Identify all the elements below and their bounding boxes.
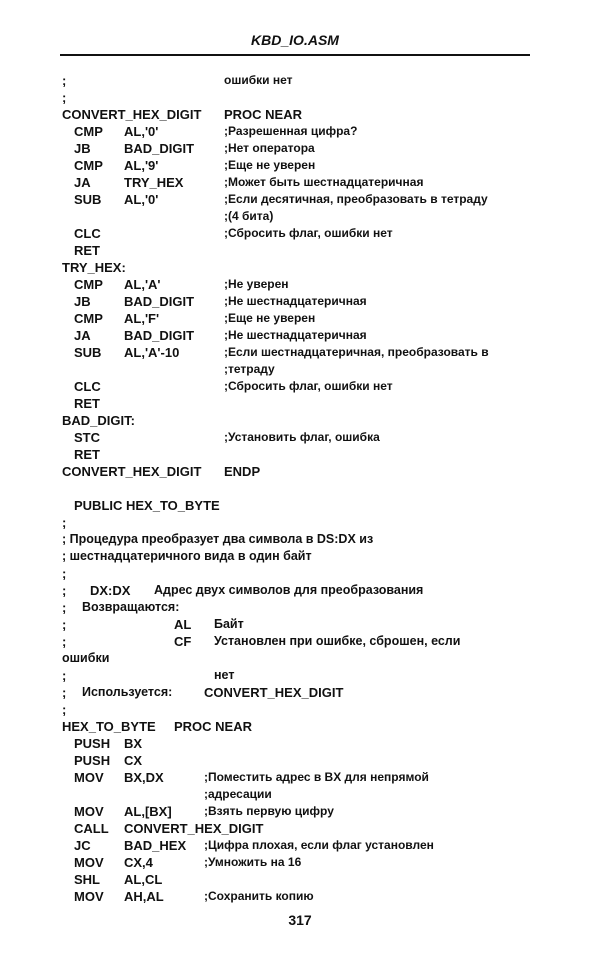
code-line (62, 174, 542, 191)
code-line (62, 378, 542, 395)
code-mnemonic: CMP (74, 124, 103, 139)
code-line (62, 463, 542, 480)
code-line (62, 446, 542, 463)
code-operand: AL,'9' (124, 158, 159, 173)
code-line (62, 497, 542, 514)
code-line (62, 327, 542, 344)
code-comment: ;тетраду (224, 362, 275, 376)
code-comment: ошибки нет (224, 73, 293, 87)
code-comment: ;Не шестнадцатеричная (224, 328, 367, 342)
code-line (62, 871, 542, 888)
code-line (62, 89, 542, 106)
page-number: 317 (288, 912, 312, 928)
code-comment: ;Еще не уверен (224, 158, 316, 172)
comment-marker: ; (62, 668, 67, 683)
code-mnemonic: STC (74, 430, 100, 445)
code-mnemonic: RET (74, 396, 100, 411)
code-mnemonic: MOV (74, 855, 104, 870)
code-line (62, 803, 542, 820)
code-line (62, 548, 542, 565)
code-mnemonic: RET (74, 243, 100, 258)
code-mnemonic: JB (74, 141, 91, 156)
code-line (62, 514, 542, 531)
code-mnemonic: JA (74, 328, 91, 343)
code-line (62, 310, 542, 327)
code-mnemonic: SUB (74, 345, 102, 360)
code-mnemonic: PUSH (74, 736, 111, 751)
code-operand: AL,'F' (124, 311, 160, 326)
code-operand: AL,'A' (124, 277, 161, 292)
code-directive: PROC NEAR (174, 719, 253, 734)
code-line (62, 225, 542, 242)
code-operand: CX (124, 753, 143, 768)
comment-marker: ; (62, 90, 67, 105)
code-line (62, 72, 542, 89)
code-comment: ;Сбросить флаг, ошибки нет (224, 226, 393, 240)
code-mnemonic: JB (74, 294, 91, 309)
code-line (62, 361, 542, 378)
code-listing (62, 72, 542, 905)
code-comment: Установлен при ошибке, сброшен, если (214, 634, 461, 648)
code-line (62, 531, 542, 548)
code-mnemonic: MOV (74, 889, 104, 904)
code-mnemonic: CMP (74, 311, 103, 326)
code-line (62, 684, 542, 701)
code-operand: AL,'0' (124, 124, 159, 139)
code-comment: Байт (214, 617, 244, 631)
comment-marker: ; (62, 583, 67, 598)
code-line (62, 344, 542, 361)
code-comment: ;Разрешенная цифра? (224, 124, 358, 138)
code-mnemonic: JC (74, 838, 91, 853)
code-line (62, 667, 542, 684)
procedure-name: CONVERT_HEX_DIGIT (204, 685, 344, 700)
code-comment: ;Сохранить копию (204, 889, 314, 903)
code-line (62, 395, 542, 412)
page-header-title: KBD_IO.ASM (251, 32, 339, 48)
code-line (62, 157, 542, 174)
code-directive: PUBLIC HEX_TO_BYTE (74, 498, 220, 513)
code-operand: AL,'0' (124, 192, 159, 207)
code-comment: ;Если шестнадцатеричная, преобразовать в (224, 345, 489, 359)
comment-marker: ; (62, 515, 67, 530)
code-comment: ;Может быть шестнадцатеричная (224, 175, 424, 189)
code-comment: ;Цифра плохая, если флаг установлен (204, 838, 434, 852)
code-comment: нет (214, 668, 235, 682)
code-label: HEX_TO_BYTE (62, 719, 156, 734)
comment-marker: ; (62, 73, 67, 88)
code-directive: PROC NEAR (224, 107, 303, 122)
code-line (62, 616, 542, 633)
code-label: TRY_HEX: (62, 260, 126, 275)
code-line (62, 854, 542, 871)
code-comment: ;Если десятичная, преобразовать в тетраду (224, 192, 488, 206)
code-line (62, 599, 542, 616)
code-operand: AL,CL (124, 872, 163, 887)
code-line (62, 820, 542, 837)
register-name: DX:DX (90, 583, 131, 598)
code-label: CONVERT_HEX_DIGIT (62, 107, 202, 122)
blank-line (62, 480, 542, 497)
code-mnemonic: CLC (74, 226, 101, 241)
code-mnemonic: MOV (74, 804, 104, 819)
code-mnemonic: RET (74, 447, 100, 462)
code-operand: BX (124, 736, 143, 751)
code-line (62, 718, 542, 735)
code-comment: ;Поместить адрес в BX для непрямой (204, 770, 429, 784)
code-comment: Возвращаются: (82, 600, 180, 614)
code-operand: AL,[BX] (124, 804, 172, 819)
register-name: AL (174, 617, 192, 632)
code-comment: ; шестнадцатеричного вида в один байт (62, 549, 312, 563)
code-comment: ;Умножить на 16 (204, 855, 302, 869)
code-line (62, 565, 542, 582)
code-line (62, 701, 542, 718)
code-line (62, 140, 542, 157)
code-operand: AL,'A'-10 (124, 345, 180, 360)
code-line (62, 208, 542, 225)
code-comment: ;Нет оператора (224, 141, 315, 155)
code-line (62, 106, 542, 123)
code-mnemonic: CMP (74, 277, 103, 292)
code-line (62, 752, 542, 769)
code-label: CONVERT_HEX_DIGIT (62, 464, 202, 479)
code-comment: ;адресации (204, 787, 272, 801)
header-rule (60, 54, 530, 56)
code-directive: ENDP (224, 464, 261, 479)
register-name: CF (174, 634, 192, 649)
code-comment: Адрес двух символов для преобразования (154, 583, 424, 597)
code-mnemonic: SHL (74, 872, 100, 887)
code-line (62, 837, 542, 854)
code-mnemonic: CLC (74, 379, 101, 394)
code-mnemonic: CALL (74, 821, 109, 836)
comment-marker: ; (62, 600, 67, 615)
code-line (62, 650, 542, 667)
code-line (62, 293, 542, 310)
code-label: BAD_DIGIT: (62, 413, 135, 428)
code-comment: ;Не уверен (224, 277, 289, 291)
code-operand: TRY_HEX (124, 175, 184, 190)
code-mnemonic: SUB (74, 192, 102, 207)
code-comment: ;Установить флаг, ошибка (224, 430, 380, 444)
comment-marker: ; (62, 566, 67, 581)
code-comment: Используется: (82, 685, 173, 699)
code-line (62, 123, 542, 140)
code-line (62, 191, 542, 208)
code-line (62, 276, 542, 293)
code-comment: ; Процедура преобразует два символа в DS:DX из (62, 532, 374, 546)
code-comment: ;Сбросить флаг, ошибки нет (224, 379, 393, 393)
code-line (62, 888, 542, 905)
code-comment: ;(4 бита) (224, 209, 274, 223)
code-comment: ;Еще не уверен (224, 311, 316, 325)
comment-marker: ; (62, 617, 67, 632)
code-operand: BAD_HEX (124, 838, 187, 853)
code-operand: AH,AL (124, 889, 164, 904)
code-line (62, 582, 542, 599)
code-operand: CONVERT_HEX_DIGIT (124, 821, 264, 836)
code-line (62, 242, 542, 259)
code-operand: BAD_DIGIT (124, 328, 195, 343)
code-operand: BAD_DIGIT (124, 141, 195, 156)
code-line (62, 769, 542, 786)
code-mnemonic: MOV (74, 770, 104, 785)
code-line (62, 412, 542, 429)
comment-marker: ; (62, 685, 67, 700)
code-mnemonic: CMP (74, 158, 103, 173)
comment-marker: ; (62, 702, 67, 717)
code-line (62, 786, 542, 803)
code-comment: ;Взять первую цифру (204, 804, 334, 818)
code-line (62, 633, 542, 650)
code-operand: BX,DX (124, 770, 164, 785)
comment-marker: ; (62, 634, 67, 649)
code-comment: ;Не шестнадцатеричная (224, 294, 367, 308)
code-mnemonic: PUSH (74, 753, 111, 768)
code-operand: CX,4 (124, 855, 153, 870)
code-comment: ошибки (62, 651, 110, 665)
code-operand: BAD_DIGIT (124, 294, 195, 309)
code-line (62, 735, 542, 752)
code-line (62, 429, 542, 446)
code-line (62, 259, 542, 276)
code-mnemonic: JA (74, 175, 91, 190)
